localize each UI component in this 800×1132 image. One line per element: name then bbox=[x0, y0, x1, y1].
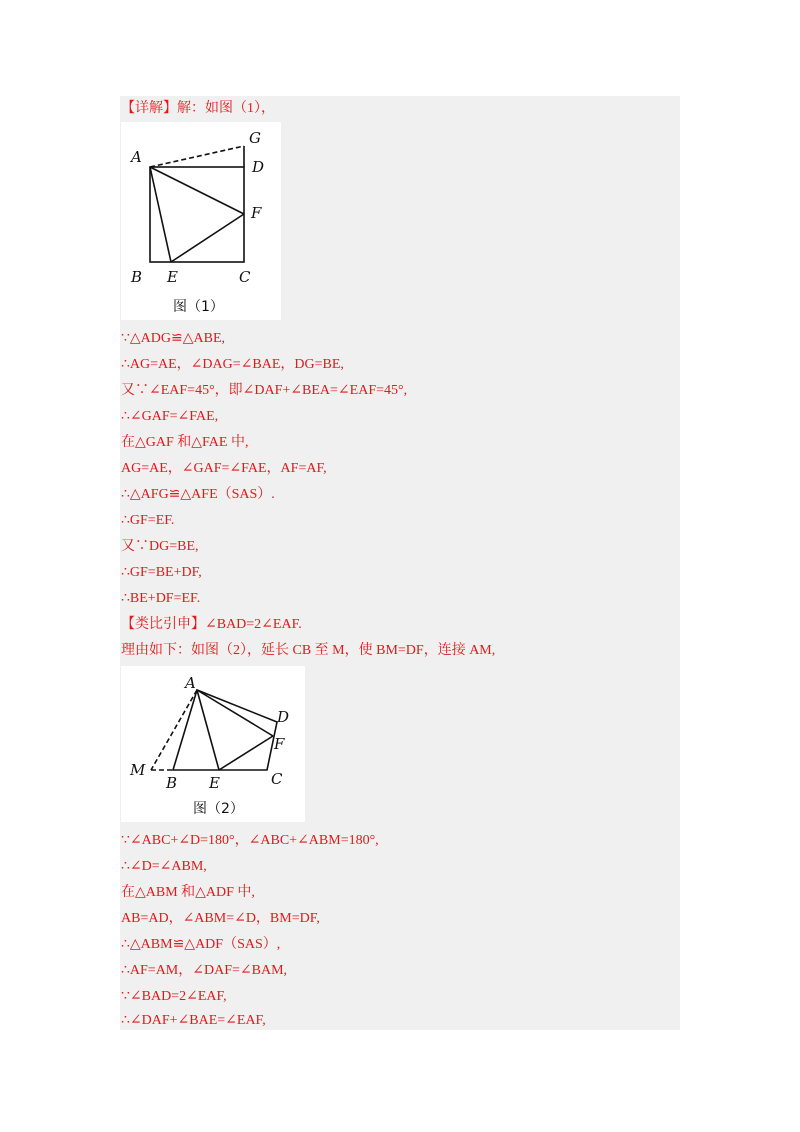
fig2-label-e: E bbox=[209, 774, 220, 792]
fig2-quadrilateral-abcd bbox=[173, 690, 277, 770]
fig2-label-d: D bbox=[277, 708, 290, 726]
proof-line: 在△GAF 和△FAE 中, bbox=[121, 435, 249, 450]
fig1-af bbox=[150, 167, 244, 214]
figure-2 bbox=[121, 666, 305, 822]
proof-line: ∴∠DAF+∠BAE=∠EAF, bbox=[121, 1013, 266, 1028]
fig1-label-b: B bbox=[131, 268, 143, 286]
fig1-label-a: A bbox=[131, 148, 142, 166]
solution-intro: 【详解】解：如图（1）， bbox=[121, 101, 275, 116]
proof-line: ∴BE+DF=EF. bbox=[121, 591, 201, 606]
proof-line: ∵∠ABC+∠D=180°，∠ABC+∠ABM=180°, bbox=[121, 833, 379, 848]
proof-line: ∴∠GAF=∠FAE, bbox=[121, 409, 219, 424]
fig2-label-m: M bbox=[130, 761, 146, 779]
proof-line: ∴△ABM≌△ADF（SAS）, bbox=[121, 937, 281, 952]
proof-line: ∵∠BAD=2∠EAF, bbox=[121, 989, 227, 1004]
fig1-label-d: D bbox=[252, 158, 265, 176]
proof-line: ∴AF=AM，∠DAF=∠BAM, bbox=[121, 963, 288, 978]
fig2-ef bbox=[219, 736, 273, 770]
proof-line: 又∵∠EAF=45°，即∠DAF+∠BEA=∠EAF=45°, bbox=[121, 383, 408, 398]
proof-line: 又∵DG=BE, bbox=[121, 539, 199, 554]
proof-line: ∴GF=BE+DF, bbox=[121, 565, 202, 580]
fig1-ae bbox=[150, 167, 171, 262]
fig2-label-f: F bbox=[274, 735, 285, 753]
fig1-label-f: F bbox=[251, 204, 262, 222]
fig1-square-abcd bbox=[150, 167, 244, 262]
fig2-label-a: A bbox=[185, 674, 196, 692]
proof-line: 在△ABM 和△ADF 中, bbox=[121, 885, 255, 900]
extension-reason: 理由如下：如图（2），延长 CB 至 M，使 BM=DF，连接 AM, bbox=[121, 643, 496, 658]
proof-line: ∴GF=EF. bbox=[121, 513, 175, 528]
fig2-label-c: C bbox=[271, 770, 283, 788]
proof-line: AB=AD，∠ABM=∠D，BM=DF, bbox=[121, 911, 320, 926]
figure-1 bbox=[121, 122, 281, 320]
fig2-label-b: B bbox=[166, 774, 178, 792]
fig1-label-g: G bbox=[249, 129, 261, 147]
fig2-dashed-am bbox=[151, 690, 197, 770]
proof-line: AG=AE，∠GAF=∠FAE，AF=AF, bbox=[121, 461, 327, 476]
extension-title: 【类比引申】∠BAD=2∠EAF. bbox=[121, 617, 302, 632]
proof-line: ∴∠D=∠ABM, bbox=[121, 859, 207, 874]
fig1-dashed-ag bbox=[150, 146, 244, 167]
proof-line: ∴△AFG≌△AFE（SAS）. bbox=[121, 487, 275, 502]
fig1-ef bbox=[171, 214, 244, 262]
fig1-caption: 图（1） bbox=[173, 299, 224, 315]
fig1-label-c: C bbox=[239, 268, 251, 286]
proof-line: ∴AG=AE，∠DAG=∠BAE，DG=BE, bbox=[121, 357, 344, 372]
fig2-caption: 图（2） bbox=[193, 801, 244, 817]
proof-line: ∵△ADG≌△ABE, bbox=[121, 331, 226, 346]
fig1-label-e: E bbox=[167, 268, 178, 286]
